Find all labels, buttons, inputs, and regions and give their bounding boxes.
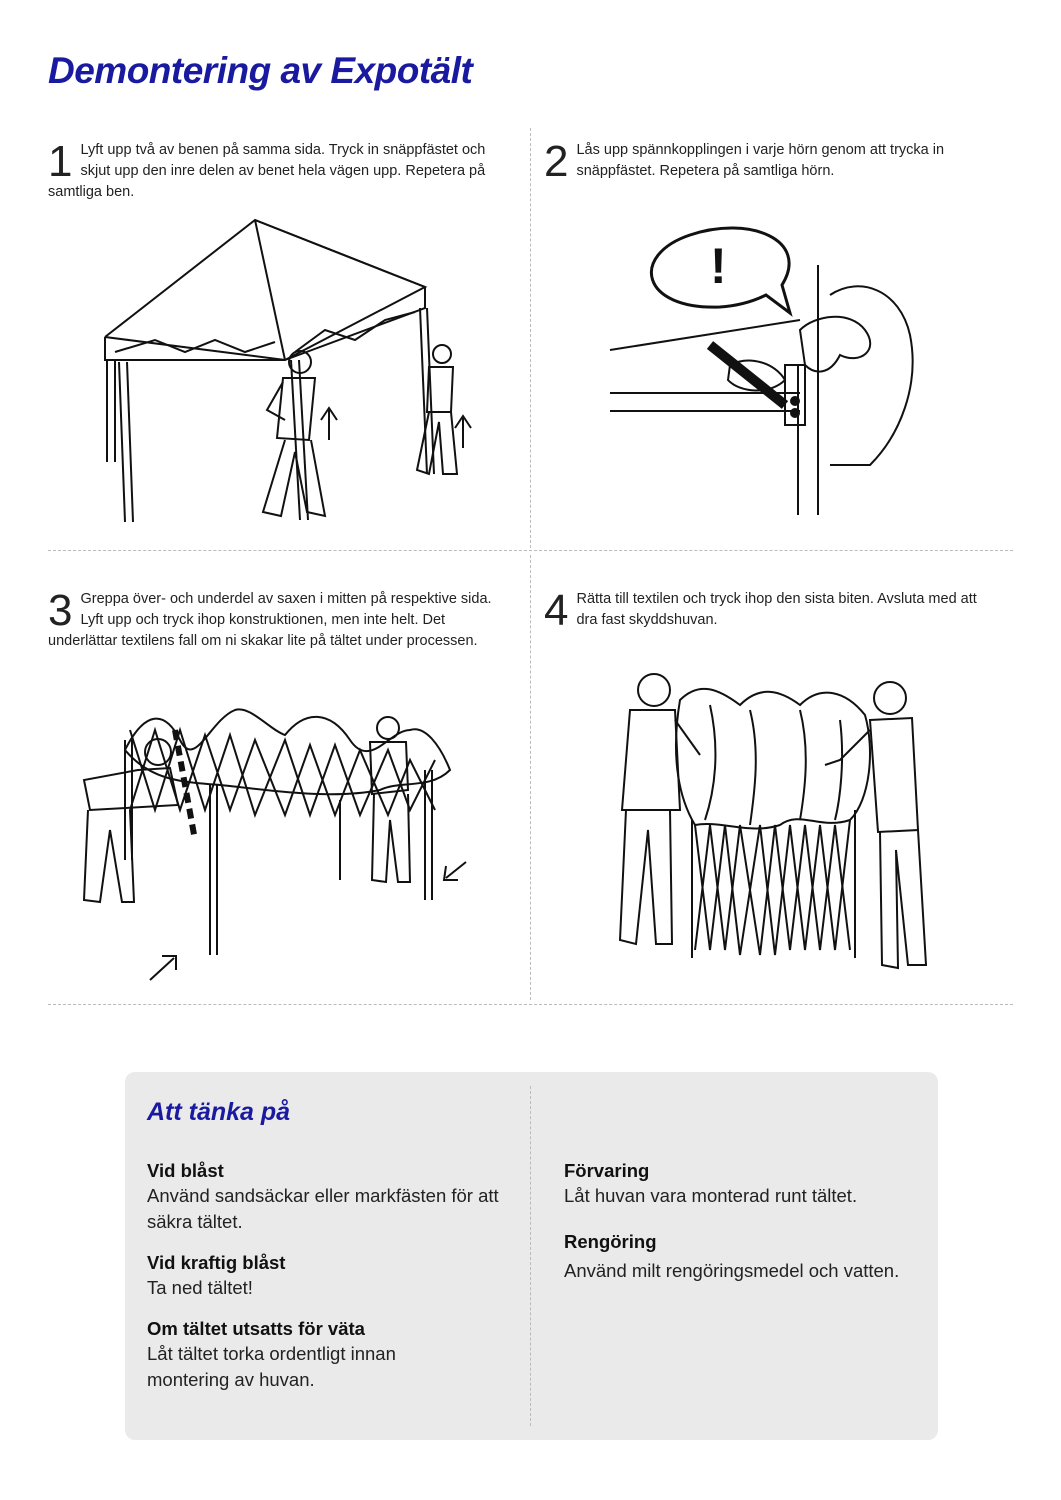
tip-heading: Vid blåst	[147, 1160, 224, 1181]
tip-cleaning	[564, 1229, 924, 1284]
step-text: Lås upp spännkopplingen i varje hörn genom att trycka in snäppfästet. Repetera på samtliga hörn.	[576, 142, 945, 179]
step-text: Greppa över- och underdel av saxen i mitten på respektive sida. Lyft upp och tryck ihop konstruktionen, men inte helt. Det underlättar textilens fall om ni skakar lite på tältet under processen.	[48, 591, 492, 649]
tip-strong-wind	[147, 1250, 507, 1301]
horizontal-divider-bottom	[48, 1004, 1013, 1005]
step-3-illustration	[70, 690, 490, 990]
vertical-divider-bottom	[530, 555, 531, 1000]
tip-body: Ta ned tältet!	[147, 1277, 253, 1298]
step-3	[48, 586, 508, 652]
tip-heading: Förvaring	[564, 1160, 650, 1181]
tip-wind	[147, 1158, 507, 1235]
tips-divider	[530, 1086, 531, 1426]
step-1	[48, 137, 508, 203]
tip-heading: Om tältet utsatts för väta	[147, 1318, 365, 1339]
exclamation-callout: !	[710, 238, 727, 294]
tip-heading: Rengöring	[564, 1231, 657, 1252]
step-1-illustration	[95, 212, 485, 542]
tip-body: Låt huvan vara monterad runt tältet.	[564, 1185, 858, 1206]
horizontal-divider-middle	[48, 550, 1013, 551]
tip-wet	[147, 1316, 447, 1393]
page-title: Demontering av Expotält	[48, 50, 473, 91]
step-number: 1	[48, 137, 73, 186]
tip-body: Använd milt rengöringsmedel och vatten.	[564, 1260, 900, 1281]
step-number: 4	[544, 586, 569, 635]
tips-box	[125, 1072, 938, 1440]
step-4-illustration	[600, 660, 960, 980]
step-text: Lyft upp två av benen på samma sida. Tryck in snäppfästet och skjut upp den inre delen av benet hela vägen upp. Repetera på samtliga ben.	[48, 142, 486, 200]
step-2-illustration	[600, 215, 930, 525]
tip-body: Använd sandsäckar eller markfästen för att säkra tältet.	[147, 1185, 499, 1232]
tip-heading: Vid kraftig blåst	[147, 1252, 286, 1273]
step-2	[544, 137, 994, 186]
tip-body: Låt tältet torka ordentligt innan montering av huvan.	[147, 1343, 396, 1390]
step-number: 2	[544, 137, 569, 186]
step-4	[544, 586, 994, 635]
tip-storage	[564, 1158, 924, 1209]
step-number: 3	[48, 586, 73, 635]
tips-heading: Att tänka på	[147, 1098, 291, 1126]
vertical-divider-top	[530, 128, 531, 548]
step-text: Rätta till textilen och tryck ihop den sista biten. Avsluta med att dra fast skyddshuvan.	[576, 591, 977, 628]
